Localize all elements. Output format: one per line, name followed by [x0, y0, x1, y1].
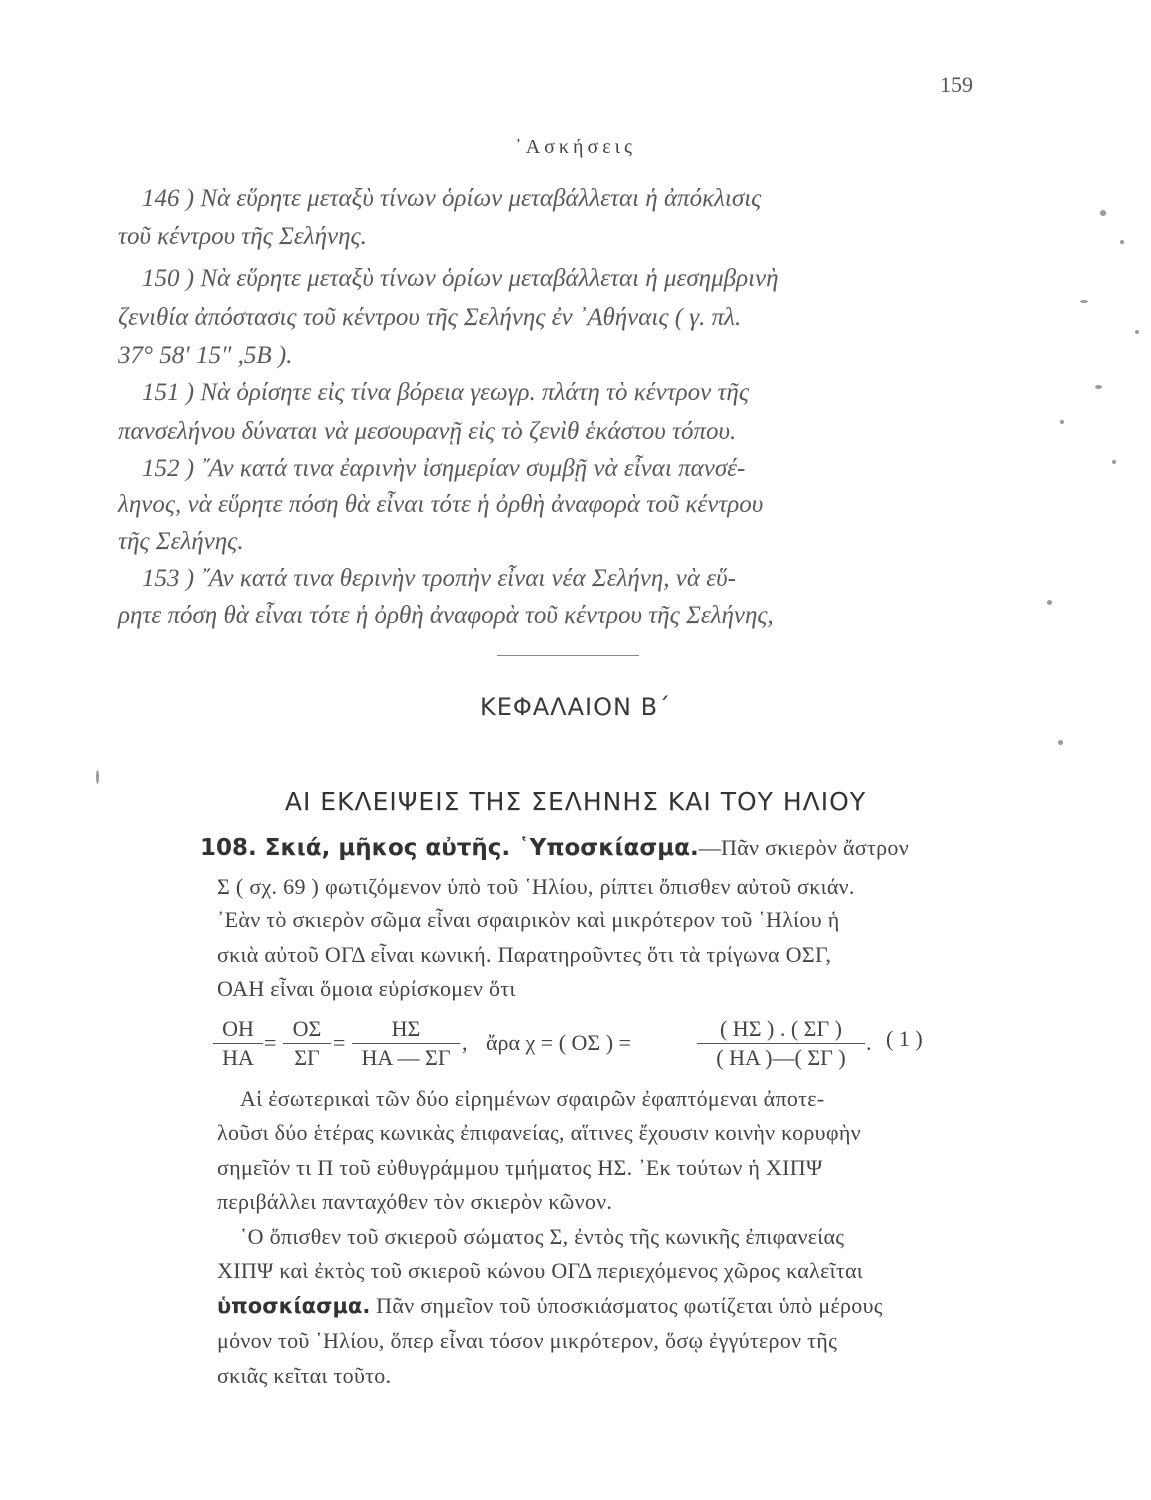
scan-speck: [1060, 420, 1064, 424]
exercise-line: 151 ) Νὰ ὁρίσητε εἰς τίνα βόρεια γεωγρ. πλάτη τὸ κέντρον τῆς: [142, 379, 749, 406]
fraction-hs-diff: [352, 1016, 460, 1071]
fraction-result: [697, 1016, 865, 1071]
fraction-denominator: ( ΗΑ )—( ΣΓ ): [716, 1045, 846, 1070]
fraction-numerator: ΟΗ: [213, 1016, 263, 1044]
equation-label: ( 1 ): [886, 1026, 923, 1051]
exercise-line: ζενιθία ἀπόστασις τοῦ κέντρου τῆς Σελήνης ἐν ᾿Αθήναις ( γ. πλ.: [118, 304, 742, 331]
scan-speck: [1095, 385, 1102, 389]
body-line: σημεῖόν τι Π τοῦ εὐθυγράμμου τμήματος ΗΣ. ᾿Εκ τούτων ἡ ΧΙΠΨ: [217, 1155, 823, 1180]
scan-speck: [1135, 330, 1139, 334]
fraction-oh-ha: [213, 1016, 263, 1071]
comma: ,: [462, 1030, 468, 1055]
fraction-denominator: ΣΓ: [294, 1045, 320, 1070]
section-108-first-line: [200, 835, 909, 861]
exercise-line: 37° 58′ 15″ ,5Β ).: [118, 342, 293, 369]
period: .: [866, 1030, 872, 1055]
equation-middle: ἄρα χ = ( ΟΣ ) =: [486, 1030, 631, 1055]
fraction-numerator: ( ΗΣ ) . ( ΣΓ ): [697, 1016, 865, 1044]
exercise-line: 150 ) Νὰ εὕρητε μεταξὺ τίνων ὁρίων μεταβάλλεται ἡ μεσημβρινὴ: [142, 265, 779, 292]
exercise-line: 146 ) Νὰ εὕρητε μεταξὺ τίνων ὁρίων μεταβάλλεται ἡ ἀπόκλισις: [142, 185, 762, 212]
scan-speck: [1112, 460, 1116, 464]
equals-sign: =: [333, 1030, 346, 1055]
body-line: ΧΙΠΨ καὶ ἐκτὸς τοῦ σκιεροῦ κώνου ΟΓΔ περιεχόμενος χῶρος καλεῖται: [217, 1258, 864, 1283]
body-line: Πᾶν σημεῖον τοῦ ὑποσκιάσματος φωτίζεται ὑπὸ μέρους: [370, 1293, 883, 1318]
exercise-line: 152 ) ῎Αν κατά τινα ἐαρινὴν ἰσημερίαν συμβῇ νὰ εἶναι πανσέ-: [142, 455, 746, 482]
scan-speck: [96, 770, 99, 784]
body-line: περιβάλλει πανταχόθεν τὸν σκιερὸν κῶνον.: [217, 1189, 613, 1214]
fraction-os-sg: [283, 1016, 331, 1071]
exercise-line: τῆς Σελήνης.: [118, 528, 244, 555]
body-line: —Πᾶν σκιερὸν ἄστρον: [698, 835, 909, 860]
fraction-numerator: ΟΣ: [283, 1016, 331, 1044]
equals-sign: =: [264, 1030, 277, 1055]
scan-speck: [1120, 240, 1124, 244]
section-heading: 108. Σκιά, μῆκος αὐτῆς. ῾Υποσκίασμα.: [200, 835, 699, 861]
exercise-line: πανσελήνου δύναται νὰ μεσουρανῇ εἰς τὸ ζενὶθ ἑκάστου τόπου.: [118, 418, 737, 445]
body-line: σκιᾶς κεῖται τοῦτο.: [217, 1363, 392, 1388]
scan-speck: [1047, 600, 1052, 605]
exercise-line: τοῦ κέντρου τῆς Σελήνης.: [118, 223, 367, 250]
scan-speck: [1100, 210, 1106, 216]
chapter-title: ΑΙ ΕΚΛΕΙΨΕΙΣ ΤΗΣ ΣΕΛΗΝΗΣ ΚΑΙ ΤΟΥ ΗΛΙΟΥ: [284, 787, 867, 816]
exercise-line: ληνος, νὰ εὕρητε πόση θὰ εἶναι τότε ἡ ὀρθὴ ἀναφορὰ τοῦ κέντρου: [118, 491, 764, 518]
scan-speck: [1058, 740, 1063, 745]
body-line: Σ ( σχ. 69 ) φωτιζόμενον ὑπὸ τοῦ ῾Ηλίου, ρίπτει ὄπισθεν αὐτοῦ σκιάν.: [217, 874, 855, 899]
body-line: σκιὰ αὐτοῦ ΟΓΔ εἶναι κωνική. Παρατηροῦντες ὅτι τὰ τρίγωνα ΟΣΓ,: [217, 942, 832, 967]
page-number: 159: [940, 72, 973, 97]
defined-term: ὑποσκίασμα.: [217, 1294, 371, 1318]
exercise-line: 153 ) ῎Αν κατά τινα θερινὴν τροπὴν εἶναι νέα Σελήνη, νὰ εὕ-: [142, 565, 736, 592]
scan-speck: [1080, 300, 1088, 303]
chapter-label: ΚΕΦΑΛΑΙΟΝ Β΄: [479, 693, 672, 721]
exercise-line: ρητε πόση θὰ εἶναι τότε ἡ ὀρθὴ ἀναφορὰ τοῦ κέντρου τῆς Σελήνης,: [118, 602, 774, 629]
body-line: ῾Ο ὄπισθεν τοῦ σκιεροῦ σώματος Σ, ἐντὸς τῆς κωνικῆς ἐπιφανείας: [240, 1224, 845, 1249]
body-line: ΟΑΗ εἶναι ὅμοια εὑρίσκομεν ὅτι: [217, 976, 516, 1001]
body-line: μόνον τοῦ ῾Ηλίου, ὅπερ εἶναι τόσον μικρότερον, ὅσῳ ἐγγύτερον τῆς: [217, 1328, 838, 1353]
section-title: ᾿Ασκήσεις: [515, 136, 636, 158]
fraction-numerator: ΗΣ: [352, 1016, 460, 1044]
body-line: λοῦσι δύο ἑτέρας κωνικὰς ἐπιφανείας, αἵτινες ἔχουσιν κοινὴν κορυφὴν: [217, 1120, 861, 1145]
fraction-denominator: ΗΑ: [222, 1045, 254, 1070]
fraction-denominator: ΗΑ — ΣΓ: [361, 1045, 451, 1070]
body-line: Αἱ ἐσωτερικαὶ τῶν δύο εἰρημένων σφαιρῶν ἐφαπτόμεναι ἀποτε-: [240, 1086, 825, 1111]
term-line: [217, 1293, 883, 1319]
body-line: ᾿Εὰν τὸ σκιερὸν σῶμα εἶναι σφαιρικὸν καὶ μικρότερον τοῦ ῾Ηλίου ἡ: [217, 907, 840, 932]
section-divider: [497, 655, 639, 656]
